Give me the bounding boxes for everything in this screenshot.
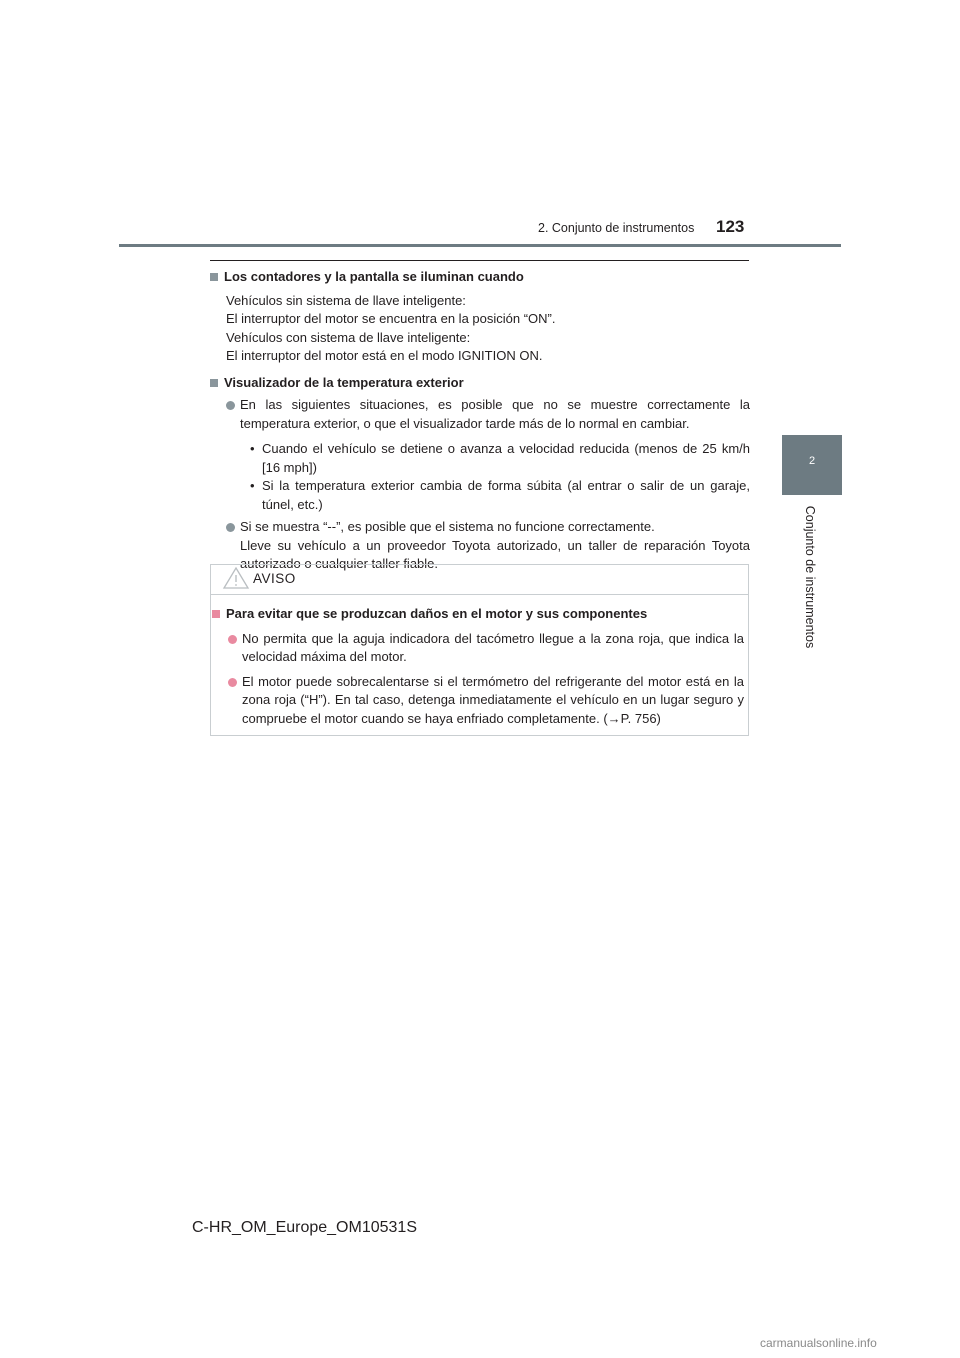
list-item: En las siguientes situaciones, es posible que no se muestre correctamente la temperatura exterior, o que el visualizador tarde más de lo normal en cambiar. xyxy=(226,396,750,433)
list-item: El motor puede sobrecalentarse si el termómetro del refrigerante del motor está en la zona roja (“H”). En tal caso, detenga inmediatamente el vehículo en un lugar seguro y compruebe el motor cuando se haya enfriado completamente. (→P. 756) xyxy=(228,673,744,729)
round-bullet-icon xyxy=(226,523,235,532)
section-heading-temperature: Visualizador de la temperatura exterior xyxy=(210,374,750,393)
chapter-tab-number: 2 xyxy=(808,455,816,467)
warning-title: AVISO xyxy=(253,571,296,586)
chapter-side-label: Conjunto de instrumentos xyxy=(803,505,817,649)
watermark[interactable]: carmanualsonline.info xyxy=(760,1336,877,1350)
dot-bullet-icon: • xyxy=(250,441,255,456)
sub-list-item: • Cuando el vehículo se detiene o avanza a velocidad reducida (menos de 25 km/h [16 mph]) xyxy=(250,440,750,477)
running-header-section: 2. Conjunto de instrumentos xyxy=(538,221,695,235)
warning-heading: Para evitar que se produzcan daños en el motor y sus componentes xyxy=(212,605,744,624)
section-text-illumination: Vehículos sin sistema de llave inteligente: El interruptor del motor se encuentra en la posición “ON”. Vehículos con sistema de llave inteligente: El interruptor del motor está en el modo IGNITION ON. xyxy=(226,292,556,363)
dot-bullet-icon: • xyxy=(250,478,255,493)
header-rule xyxy=(119,244,841,247)
main-content xyxy=(210,268,750,574)
round-bullet-icon xyxy=(228,635,237,644)
document-code-footer: C-HR_OM_Europe_OM10531S xyxy=(192,1219,417,1236)
section-heading-illumination: Los contadores y la pantalla se iluminan cuando xyxy=(210,268,750,287)
square-bullet-icon xyxy=(212,610,220,618)
list-item: No permita que la aguja indicadora del tacómetro llegue a la zona roja, que indica la velocidad máxima del motor. xyxy=(228,630,744,667)
list-item: Si se muestra “--”, es posible que el sistema no funcione correctamente. Lleve su vehículo a un proveedor Toyota autorizado, un taller de reparación Toyota autorizado o cualquier taller fiable. xyxy=(226,518,750,574)
round-bullet-icon xyxy=(228,678,237,687)
sub-list-item: • Si la temperatura exterior cambia de forma súbita (al entrar o salir de un garaje, túnel, etc.) xyxy=(250,477,750,514)
warning-content xyxy=(212,605,744,728)
square-bullet-icon xyxy=(210,273,218,281)
page-number: 123 xyxy=(716,217,745,236)
content-top-rule xyxy=(210,260,749,261)
square-bullet-icon xyxy=(210,379,218,387)
warning-divider xyxy=(211,594,748,595)
warning-triangle-icon xyxy=(222,566,250,590)
round-bullet-icon xyxy=(226,401,235,410)
